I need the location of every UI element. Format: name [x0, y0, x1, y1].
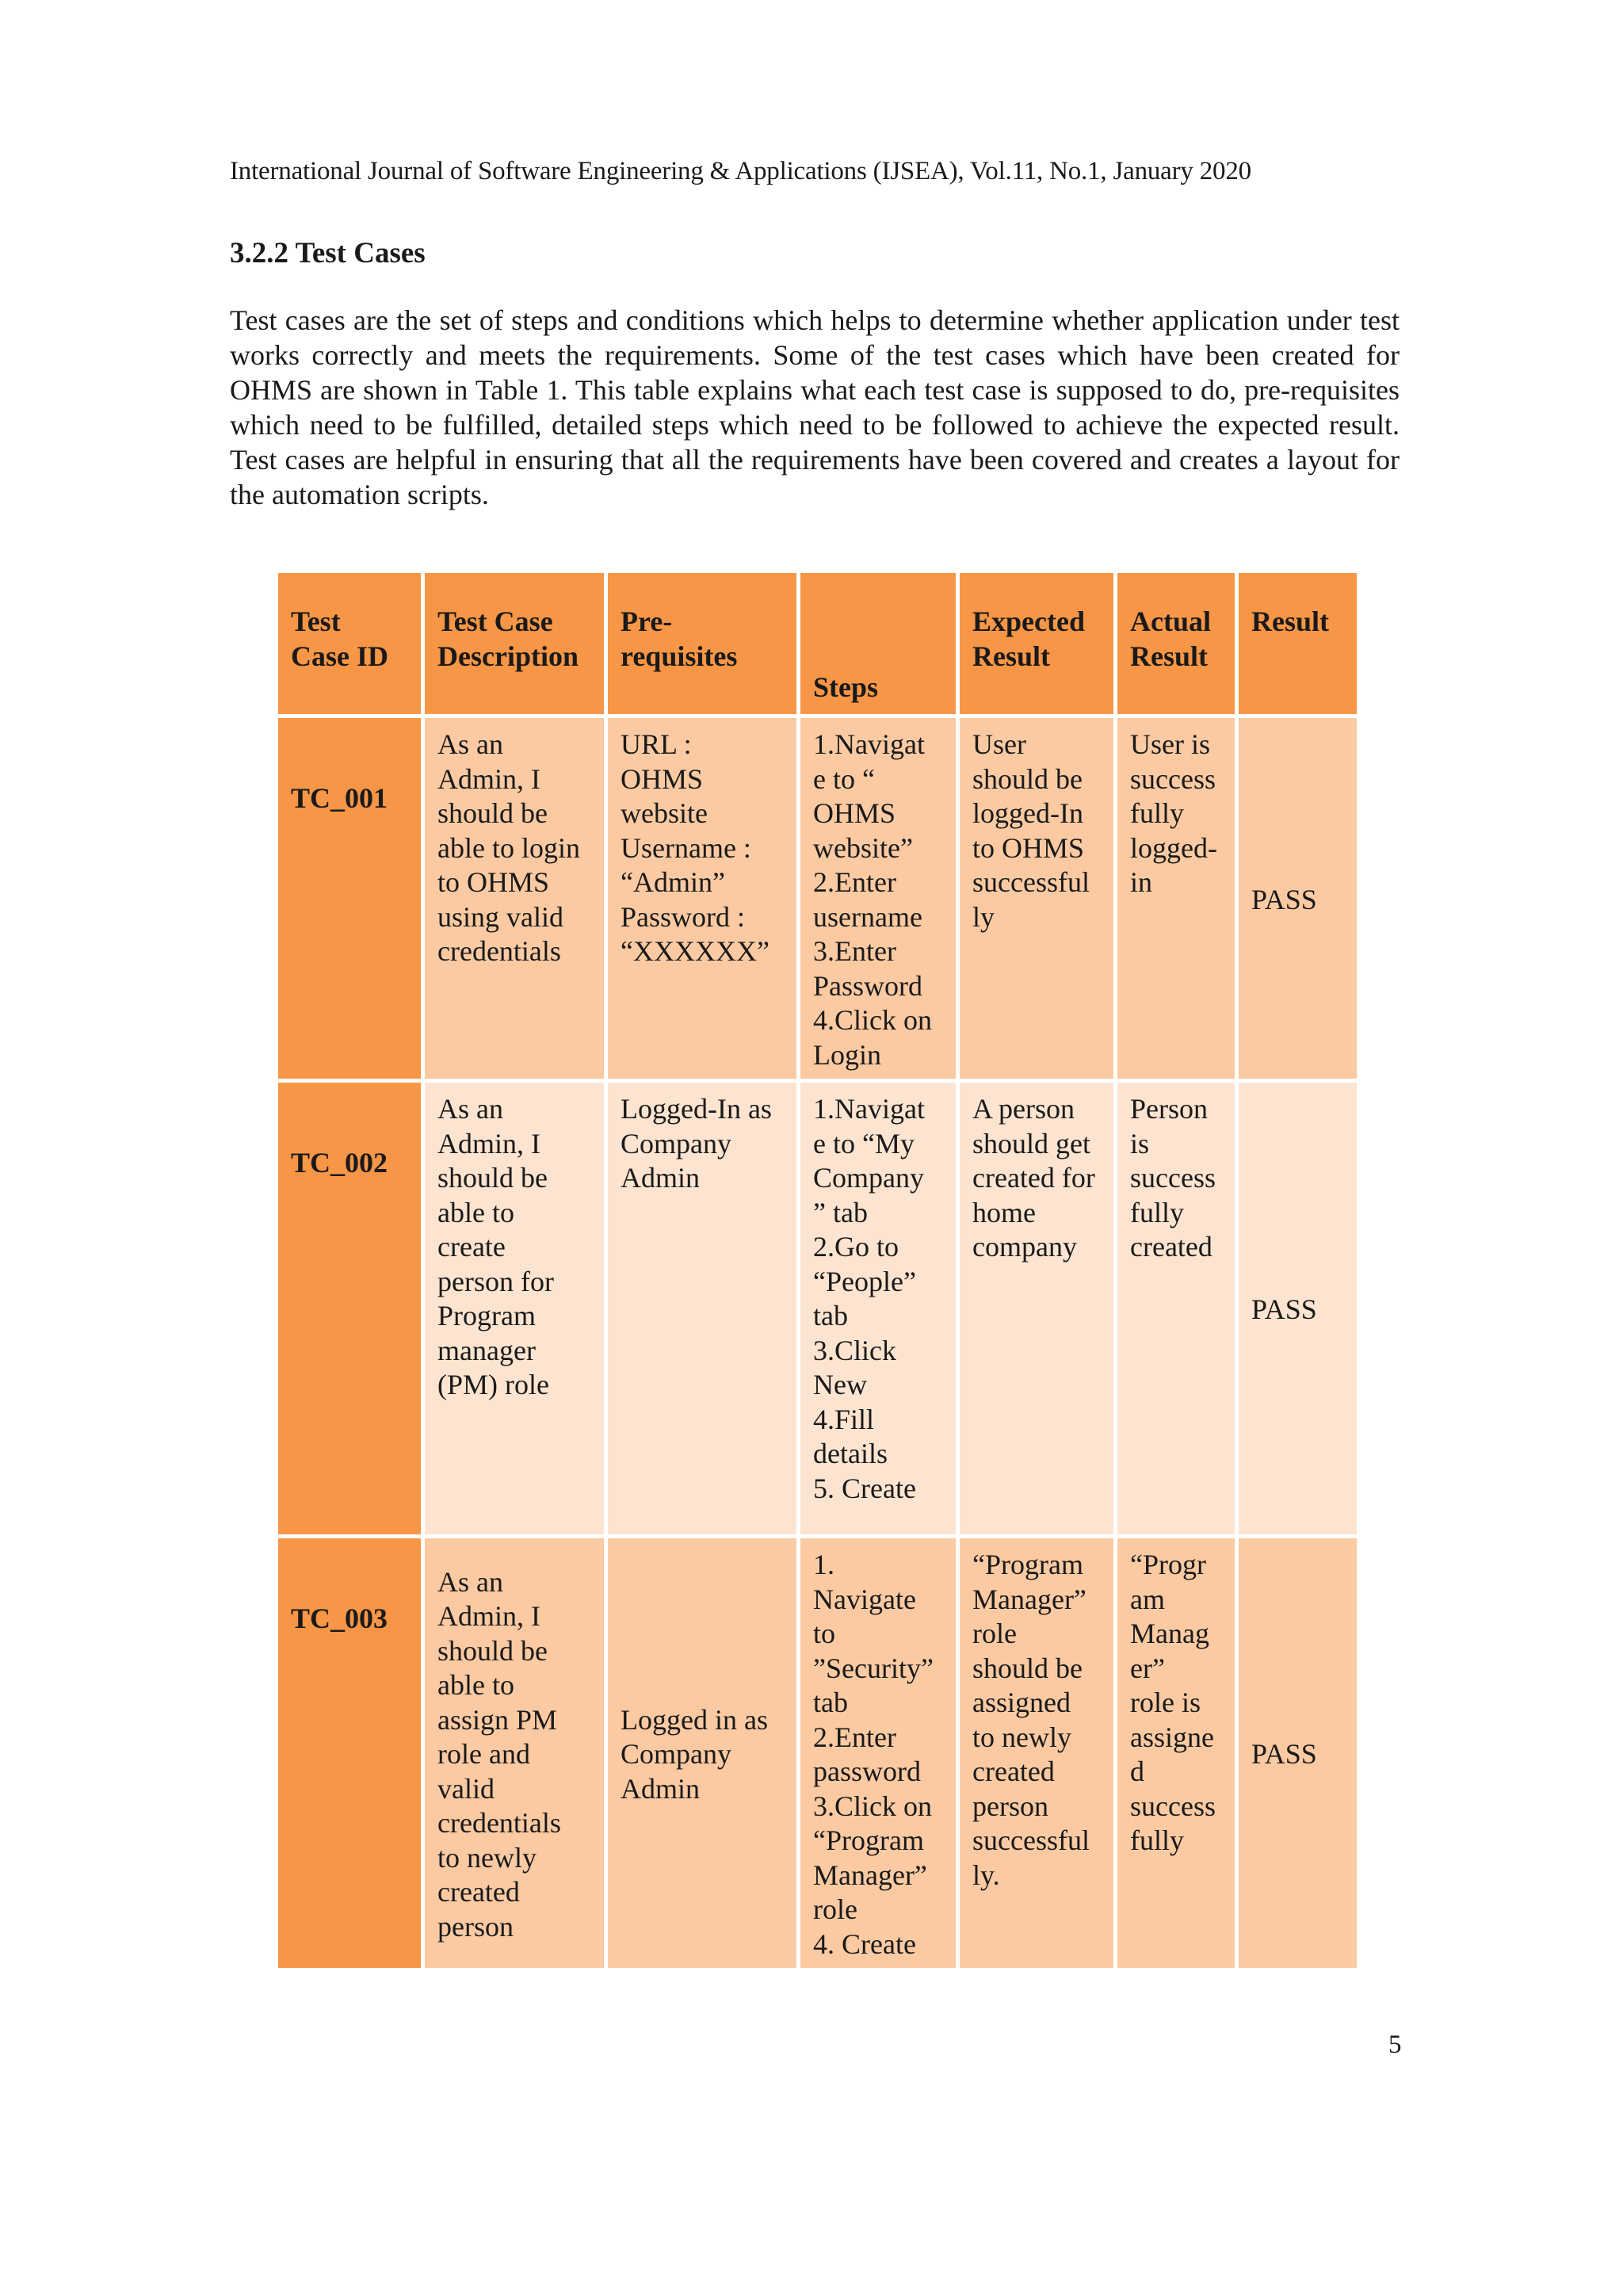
result-cell: PASS [1239, 718, 1357, 1079]
header-expected-result: Expected Result [960, 573, 1113, 714]
header-test-case-id: Test Case ID [278, 573, 421, 714]
body-paragraph: Test cases are the set of steps and conditions which helps to determine whether application under test works correctly and meets the requirements. Some of the test cases which have been created for OHMS are shown in Table 1. This table explains what each test case is supposed to do, pre-requisites which need to be fulfilled, detailed steps which need to be followed to achieve the expected result. Test cases are helpful in ensuring that all the requirements have been covered and creates a layout for the automation scripts. [230, 304, 1400, 510]
expected-result-cell: User should be logged-In to OHMS successful ly [960, 718, 1113, 1079]
table-header-row [278, 573, 1357, 714]
steps-cell: 1.Navigat e to “My Company ” tab 2.Go to “People” tab 3.Click New 4.Fill details 5. Create [800, 1083, 956, 1534]
page-number: 5 [1388, 2030, 1402, 2059]
result-cell: PASS [1239, 1538, 1357, 1968]
header-description: Test Case Description [425, 573, 604, 714]
actual-result-cell: User is success fully logged- in [1117, 718, 1235, 1079]
test-case-id-cell: TC_002 [278, 1083, 421, 1534]
test-case-id-cell: TC_003 [278, 1538, 421, 1968]
expected-result-cell: “Program Manager” role should be assigned to newly created person successful ly. [960, 1538, 1113, 1968]
steps-cell: 1.Navigat e to “ OHMS website” 2.Enter username 3.Enter Password 4.Click on Login [800, 718, 956, 1079]
actual-result-cell: “Progr am Manag er” role is assigne d success fully [1117, 1538, 1235, 1968]
steps-cell: 1. Navigate to ”Security” tab 2.Enter password 3.Click on “Program Manager” role 4. Create [800, 1538, 956, 1968]
section-heading: 3.2.2 Test Cases [230, 237, 426, 269]
header-result: Result [1239, 573, 1357, 714]
description-cell: As an Admin, I should be able to login to OHMS using valid credentials [425, 718, 604, 1079]
header-actual-result: Actual Result [1117, 573, 1235, 714]
table-row [278, 1083, 1357, 1534]
actual-result-cell: Person is success fully created [1117, 1083, 1235, 1534]
result-cell: PASS [1239, 1083, 1357, 1534]
expected-result-cell: A person should get created for home company [960, 1083, 1113, 1534]
test-case-id-cell: TC_001 [278, 718, 421, 1079]
description-cell: As an Admin, I should be able to assign PM role and valid credentials to newly created person [425, 1538, 604, 1968]
prerequisites-cell: Logged-In as Company Admin [608, 1083, 796, 1534]
running-header: International Journal of Software Engineering & Applications (IJSEA), Vol.11, No.1, January 2020 [230, 157, 1251, 185]
prerequisites-cell: URL : OHMS website Username : “Admin” Password : “XXXXXX” [608, 718, 796, 1079]
table-row [278, 1538, 1357, 1968]
test-cases-table [274, 569, 1361, 1972]
header-prerequisites: Pre- requisites [608, 573, 796, 714]
prerequisites-cell: Logged in as Company Admin [608, 1538, 796, 1968]
header-steps: Steps [800, 573, 956, 714]
table-row [278, 718, 1357, 1079]
description-cell: As an Admin, I should be able to create person for Program manager (PM) role [425, 1083, 604, 1534]
